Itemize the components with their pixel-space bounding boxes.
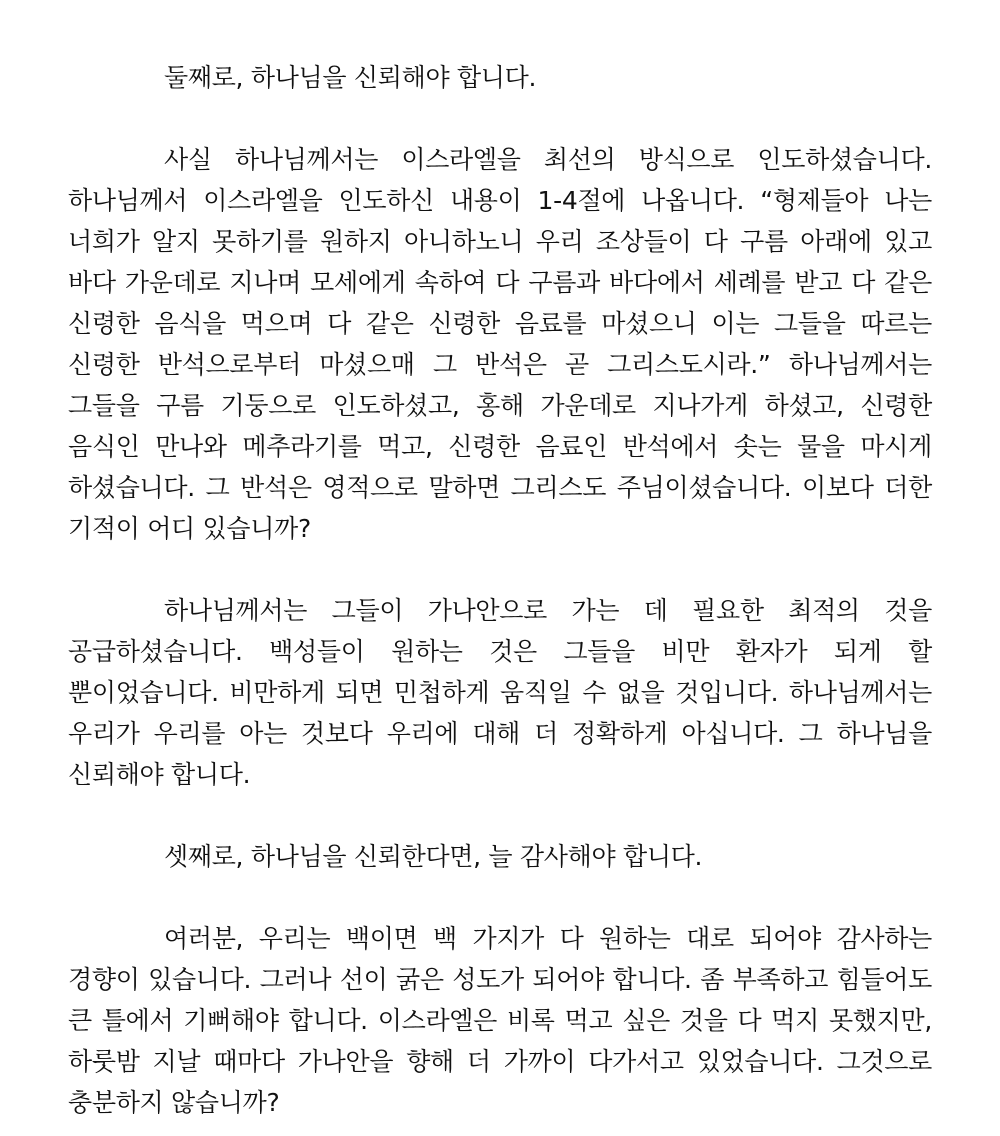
body-paragraph-provision: 하나님께서는 그들이 가나안으로 가는 데 필요한 최적의 것을 공급하셨습니다. 백성들이 원하는 것은 그들을 비만 환자가 되게 할 뿐이었습니다. 비만하게 되면 민첩하게 움직일 수 없을 것입니다. 하나님께서는 우리가 우리를 아는 것보다 우리에 대해 더 정확하게 아십니다. 그 하나님을 신뢰해야 합니다. <box>68 596 932 789</box>
paragraph-gap <box>68 877 932 918</box>
body-paragraph-guidance: 사실 하나님께서는 이스라엘을 최선의 방식으로 인도하셨습니다. 하나님께서 이스라엘을 인도하신 내용이 1-4절에 나옵니다. “형제들아 나는 너희가 알지 못하기를 원하지 아니하노니 우리 조상들이 다 구름 아래에 있고 바다 가운데로 지나며 모세에게 속하여 다 구름과 바다에서 세례를 받고 다 같은 신령한 음식을 먹으며 다 같은 신령한 음료를 마셨으니 이는 그들을 따르는 신령한 반석으로부터 마셨으매 그 반석은 곧 그리스도시라.” 하나님께서는 그들을 구름 기둥으로 인도하셨고, 홍해 가운데로 지나가게 하셨고, 신령한 음식인 만나와 메추라기를 먹고, 신령한 음료인 반석에서 솟는 물을 마시게 하셨습니다. 그 반석은 영적으로 말하면 그리스도 주님이셨습니다. 이보다 더한 기적이 어디 있습니까? <box>68 145 932 543</box>
paragraph-gap <box>68 795 932 836</box>
document-page <box>68 57 932 1123</box>
section-heading-second: 둘째로, 하나님을 신뢰해야 합니다. <box>164 63 537 92</box>
paragraph-gap <box>68 549 932 590</box>
body-paragraph-gratitude: 여러분, 우리는 백이면 백 가지가 다 원하는 대로 되어야 감사하는 경향이 있습니다. 그러나 선이 굵은 성도가 되어야 합니다. 좀 부족하고 힘들어도 큰 틀에서 기뻐해야 합니다. 이스라엘은 비록 먹고 싶은 것을 다 먹지 못했지만, 하룻밤 지날 때마다 가나안을 향해 더 가까이 다가서고 있었습니다. 그것으로 충분하지 않습니까? <box>68 924 932 1117</box>
section-heading-third: 셋째로, 하나님을 신뢰한다면, 늘 감사해야 합니다. <box>164 842 703 871</box>
paragraph-gap <box>68 98 932 139</box>
